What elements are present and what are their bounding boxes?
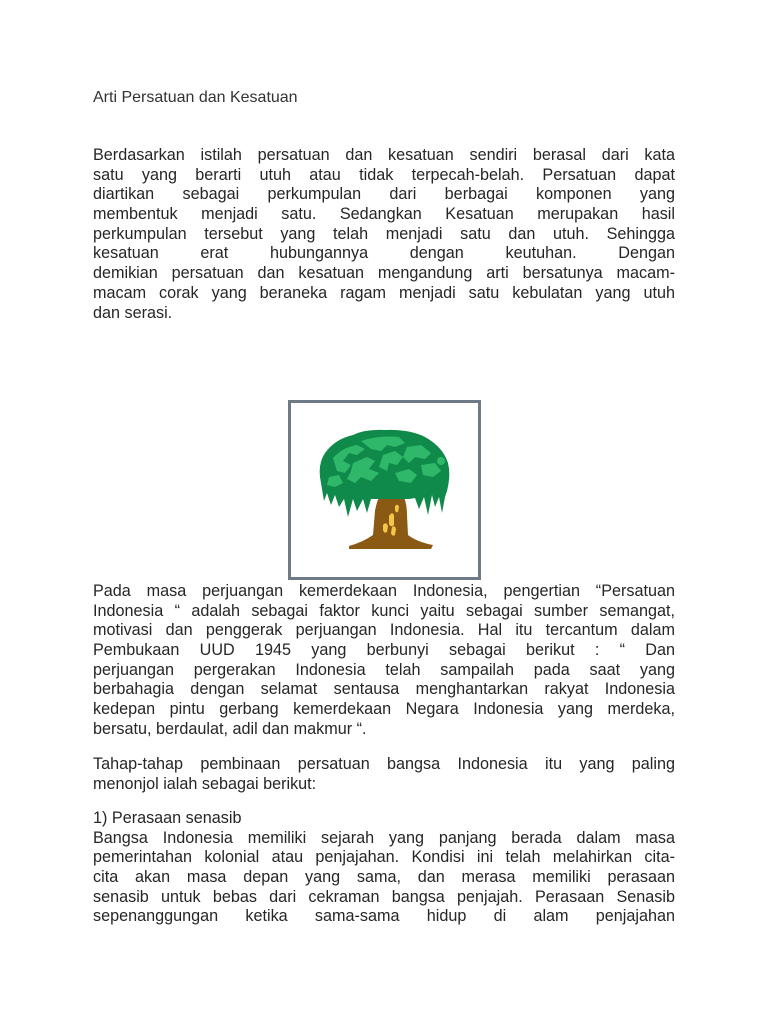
text-line: dan serasi.: [93, 303, 173, 322]
text-line: bersatu, berdaulat, adil dan makmur “.: [93, 719, 367, 738]
banyan-tree-icon: [291, 403, 478, 577]
text-line: Bangsa Indonesia memiliki sejarah yang panjang berada dalam masa: [93, 828, 675, 847]
text-line: demikian persatuan dan kesatuan mengandung arti bersatunya macam-: [93, 264, 675, 283]
text-line: kesatuan erat hubungannya dengan keutuhan. Dengan: [93, 244, 675, 263]
text-line: cita akan masa depan yang sama, dan merasa memiliki perasaan: [93, 868, 675, 887]
text-line: perjuangan pergerakan Indonesia telah sampailah pada saat yang: [93, 660, 675, 679]
text-line: senasib untuk bebas dari cekraman bangsa penjajah. Perasaan Senasib: [93, 887, 675, 906]
text-line: berbahagia dengan selamat sentausa menghantarkan rakyat Indonesia: [93, 680, 675, 699]
text-line: macam corak yang beraneka ragam menjadi satu kebulatan yang utuh: [93, 283, 675, 302]
text-line: Berdasarkan istilah persatuan dan kesatuan sendiri berasal dari kata: [93, 146, 675, 164]
text-line: perkumpulan tersebut yang telah menjadi satu dan utuh. Sehingga: [93, 224, 675, 243]
text-line: satu yang berarti utuh atau tidak terpecah-belah. Persatuan dapat: [93, 165, 675, 184]
text-line: sepenanggungan ketika sama-sama hidup di alam penjajahan: [93, 907, 675, 926]
text-line: motivasi dan penggerak perjuangan Indonesia. Hal itu tercantum dalam: [93, 621, 675, 640]
text-line: menonjol ialah sebagai berikut:: [93, 774, 317, 793]
text-line: membentuk menjadi satu. Sedangkan Kesatuan merupakan hasil: [93, 205, 675, 224]
text-line: Pada masa perjuangan kemerdekaan Indonesia, pengertian “Persatuan: [93, 582, 675, 600]
section-heading: 1) Perasaan senasib: [93, 809, 242, 827]
banyan-tree-figure: [288, 400, 481, 580]
text-line: pemerintahan kolonial atau penjajahan. Kondisi ini telah melahirkan cita-: [93, 848, 675, 867]
text-line: kedepan pintu gerbang kemerdekaan Negara Indonesia yang merdeka,: [93, 700, 675, 719]
paragraph-history: [93, 582, 675, 740]
text-line: Indonesia “ adalah sebagai faktor kunci yaitu sebagai sumber semangat,: [93, 601, 675, 620]
paragraph-stages-intro: [93, 755, 675, 794]
document-title: Arti Persatuan dan Kesatuan: [93, 89, 298, 106]
text-line: diartikan sebagai perkumpulan dari berbagai komponen yang: [93, 185, 675, 204]
paragraph-stage-1: [93, 809, 675, 927]
text-line: Pembukaan UUD 1945 yang berbunyi sebagai berikut : “ Dan: [93, 641, 675, 660]
text-line: Tahap-tahap pembinaan persatuan bangsa Indonesia itu yang paling: [93, 755, 675, 773]
paragraph-definition: [93, 146, 675, 323]
